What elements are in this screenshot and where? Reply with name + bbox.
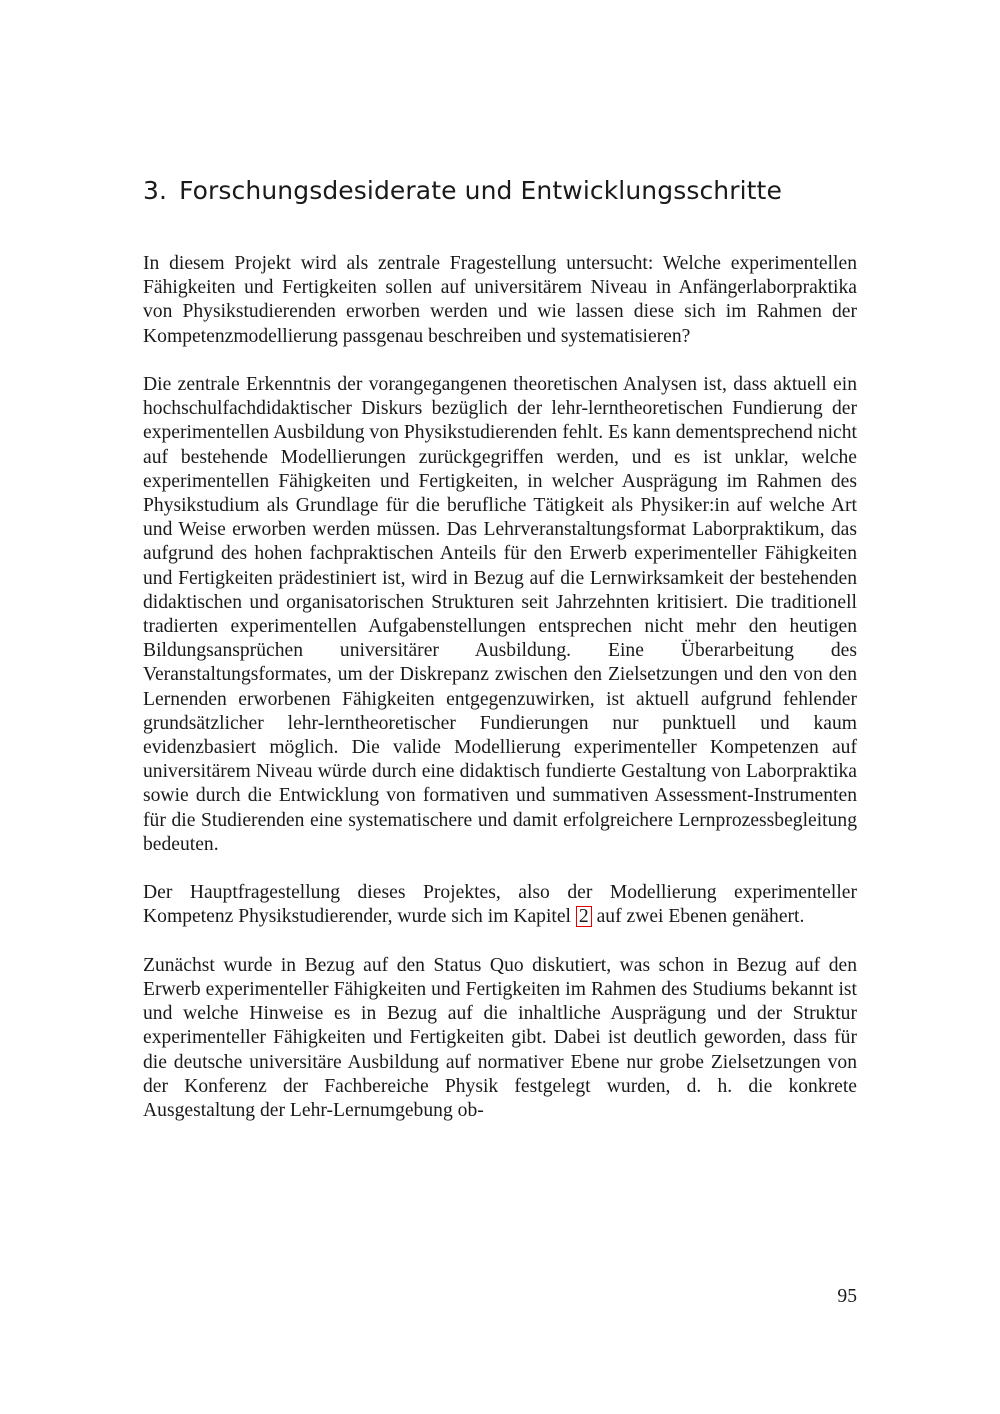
paragraph-main-question-text-after: auf zwei Ebenen genähert. — [591, 906, 805, 928]
paragraph-research-question: In diesem Projekt wird als zentrale Fragestellung untersucht: Welche experimentellen Fähigkeiten und Fertigkeiten sollen auf universitärem Niveau in Anfängerlaborpraktika von Physikstudierenden erworben werden und wie lassen diese sich im Rahmen der Kompetenzmodellierung passgenau beschreiben und systematisieren? — [143, 253, 857, 347]
chapter-heading — [143, 174, 863, 208]
paragraph-main-question-text-before: Der Hauptfragestellung dieses Projektes, also der Modellierung experimenteller Kompetenz Physikstudierender, wurde sich im Kapitel — [143, 882, 857, 928]
chapter-reference-link[interactable]: 2 — [576, 906, 592, 927]
page-number: 95 — [837, 1286, 857, 1307]
paragraph-central-finding: Die zentrale Erkenntnis der vorangegangenen theoretischen Analysen ist, dass aktuell ein hochschulfachdidaktischer Diskurs bezüglich der lehr-lerntheoretischen Fundierung der experimentellen Ausbildung von Physikstudierenden fehlt. Es kann dementsprechend nicht auf bestehende Modellierungen zurückgegriffen werden, und es ist unklar, welche experimentellen Fähigkeiten und Fertigkeiten, in welcher Ausprägung im Rahmen des Physikstudium als Grundlage für die berufliche Tätigkeit als Physiker:in auf welche Art und Weise erworben werden müssen. Das Lehrveranstaltungsformat Laborpraktikum, das aufgrund des hohen fachpraktischen Anteils für den Erwerb experimenteller Fähigkeiten und Fertigkeiten prädestiniert ist, wird in Bezug auf die Lernwirksamkeit der bestehenden didaktischen und organisatorischen Strukturen seit Jahrzehnten kritisiert. Die traditionell tradierten experimentellen Aufgabenstellungen entsprechen nicht mehr den heutigen Bildungsansprüchen universitärer Ausbildung. Eine Überarbeitung des Veranstaltungsformates, um der Diskrepanz zwischen den Zielsetzungen und den von den Lernenden erworbenen Fähigkeiten entgegenzuwirken, ist aktuell aufgrund fehlender grundsätzlicher lehr-lerntheoretischer Fundierungen nur punktuell und kaum evidenzbasiert möglich. Die valide Modellierung experimenteller Kompetenzen auf universitärem Niveau würde durch eine didaktisch fundierte Gestaltung von Laborpraktika sowie durch die Entwicklung von formativen und summativen Assessment-Instrumenten für die Studierenden eine systematischere und damit erfolgreichere Lernprozessbegleitung bedeuten. — [143, 374, 857, 855]
chapter-title: Forschungsdesiderate und Entwicklungsschritte — [179, 176, 782, 205]
chapter-number: 3. — [143, 176, 168, 205]
body-text — [143, 252, 857, 1147]
paragraph-status-quo: Zunächst wurde in Bezug auf den Status Quo diskutiert, was schon in Bezug auf den Erwerb experimenteller Fähigkeiten und Fertigkeiten im Rahmen des Studiums bekannt ist und welche Hinweise es in Bezug auf die inhaltliche Ausprägung und der Struktur experimenteller Fähigkeiten und Fertigkeiten gibt. Dabei ist deutlich geworden, dass für die deutsche universitäre Ausbildung auf normativer Ebene nur grobe Zielsetzungen von der Konferenz der Fachbereiche Physik festgelegt wurden, d. h. die konkrete Ausgestaltung der Lehr-Lernumgebung ob- — [143, 954, 857, 1122]
paragraph-main-question — [143, 881, 857, 929]
